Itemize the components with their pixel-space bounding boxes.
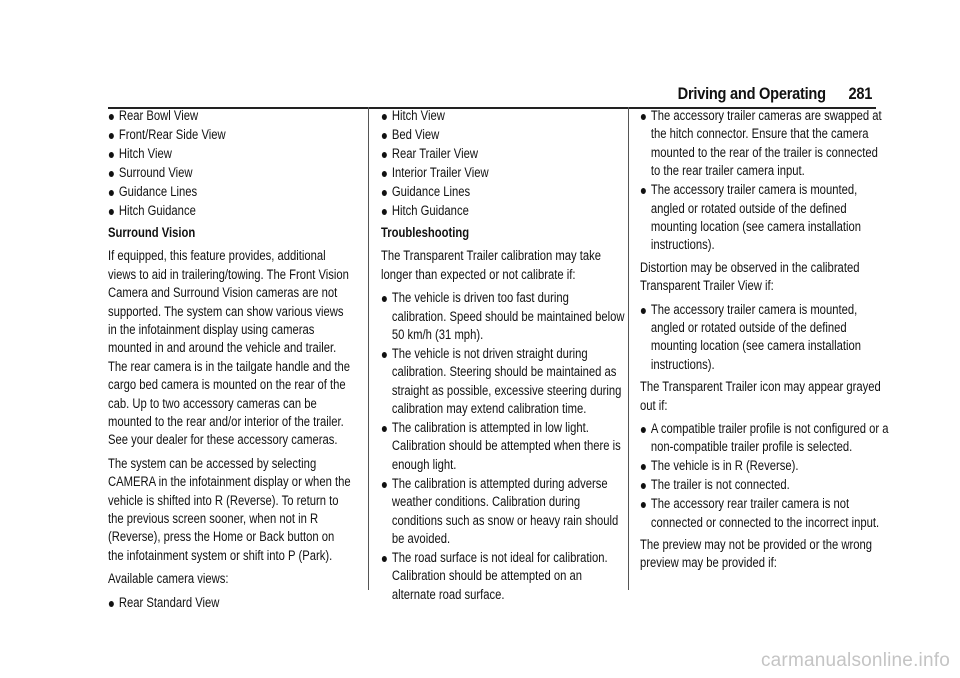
calibration-issue-list [640,107,889,255]
list-item: Hitch Guidance [381,202,626,220]
list-item: The accessory trailer camera is mounted, angled or rotated outside of the defined mounting location (see camera installation instructions). [640,301,889,375]
section-title: Driving and Operating [677,84,826,103]
list-item: The accessory trailer camera is mounted, angled or rotated outside of the defined mounting location (see camera installation instructions). [640,181,889,255]
paragraph: If equipped, this feature provides, additional views to aid in trailering/towing. The Front Vision Camera and Surround Vision cameras are not supported. The system can show various views in the infotainment display using cameras mounted in and around the vehicle and trailer. The rear camera is in the tailgate handle and the cargo bed camera is mounted on the rear of the cab. Up to two accessory cameras can be mounted to the rear and/or interior of the trailer. See your dealer for these accessory cameras. [108,248,350,448]
distortion-cause-list [640,301,889,375]
column-divider [368,107,369,590]
watermark-text: carmanualsonline.info [760,650,950,671]
page-number: 281 [848,84,872,103]
list-item: The accessory rear trailer camera is not connected or connected to the incorrect input. [640,495,889,532]
camera-view-list [381,107,626,220]
page-header [678,84,872,104]
list-item: The trailer is not connected. [640,476,889,494]
list-item: Interior Trailer View [381,164,626,182]
column-3 [640,107,889,578]
list-item: The accessory trailer cameras are swapped at the hitch connector. Ensure that the camera mounted to the rear of the trailer is connected to the rear trailer camera input. [640,107,889,181]
list-item: Hitch Guidance [108,202,352,220]
list-item: Rear Standard View [108,594,352,612]
paragraph: Distortion may be observed in the calibrated Transparent Trailer View if: [640,259,860,294]
paragraph: The Transparent Trailer icon may appear grayed out if: [640,379,881,413]
list-item: Surround View [108,164,352,182]
paragraph: The system can be accessed by selecting CAMERA in the infotainment display or when the vehicle is shifted into R (Reverse). To return to the previous screen sooner, when not in R (Reverse), press the Home or Back button on the infotainment system or shift into P (Park). [108,455,351,563]
column-2 [381,107,626,605]
paragraph: The Transparent Trailer calibration may take longer than expected or not calibrate if: [381,248,602,282]
available-views-list [108,594,352,612]
list-item: A compatible trailer profile is not configured or a non-compatible trailer profile is selected. [640,420,889,457]
list-item: The vehicle is not driven straight during calibration. Steering should be maintained as straight as possible, excessive steering during calibration may extend calibration time. [381,345,626,419]
section-heading: Troubleshooting [381,224,470,240]
column-divider [628,107,629,590]
list-item: The vehicle is in R (Reverse). [640,457,889,475]
paragraph: Available camera views: [108,571,229,587]
list-item: Guidance Lines [381,183,626,201]
list-item: Bed View [381,126,626,144]
column-1 [108,107,352,613]
list-item: The calibration is attempted during adverse weather conditions. Calibration during conditions such as snow or heavy rain should be avoided. [381,475,626,549]
list-item: Rear Bowl View [108,107,352,125]
list-item: The calibration is attempted in low light. Calibration should be attempted when there is enough light. [381,419,626,474]
list-item: Rear Trailer View [381,145,626,163]
list-item: Hitch View [108,145,352,163]
paragraph: The preview may not be provided or the wrong preview may be provided if: [640,536,872,571]
calibration-issue-list [381,289,626,604]
list-item: Guidance Lines [108,183,352,201]
grayed-out-cause-list [640,420,889,532]
section-heading: Surround Vision [108,224,196,240]
camera-view-list [108,107,352,220]
list-item: The vehicle is driven too fast during calibration. Speed should be maintained below 50 km/h (31 mph). [381,289,626,344]
list-item: The road surface is not ideal for calibration. Calibration should be attempted on an alternate road surface. [381,549,626,604]
list-item: Front/Rear Side View [108,126,352,144]
list-item: Hitch View [381,107,626,125]
